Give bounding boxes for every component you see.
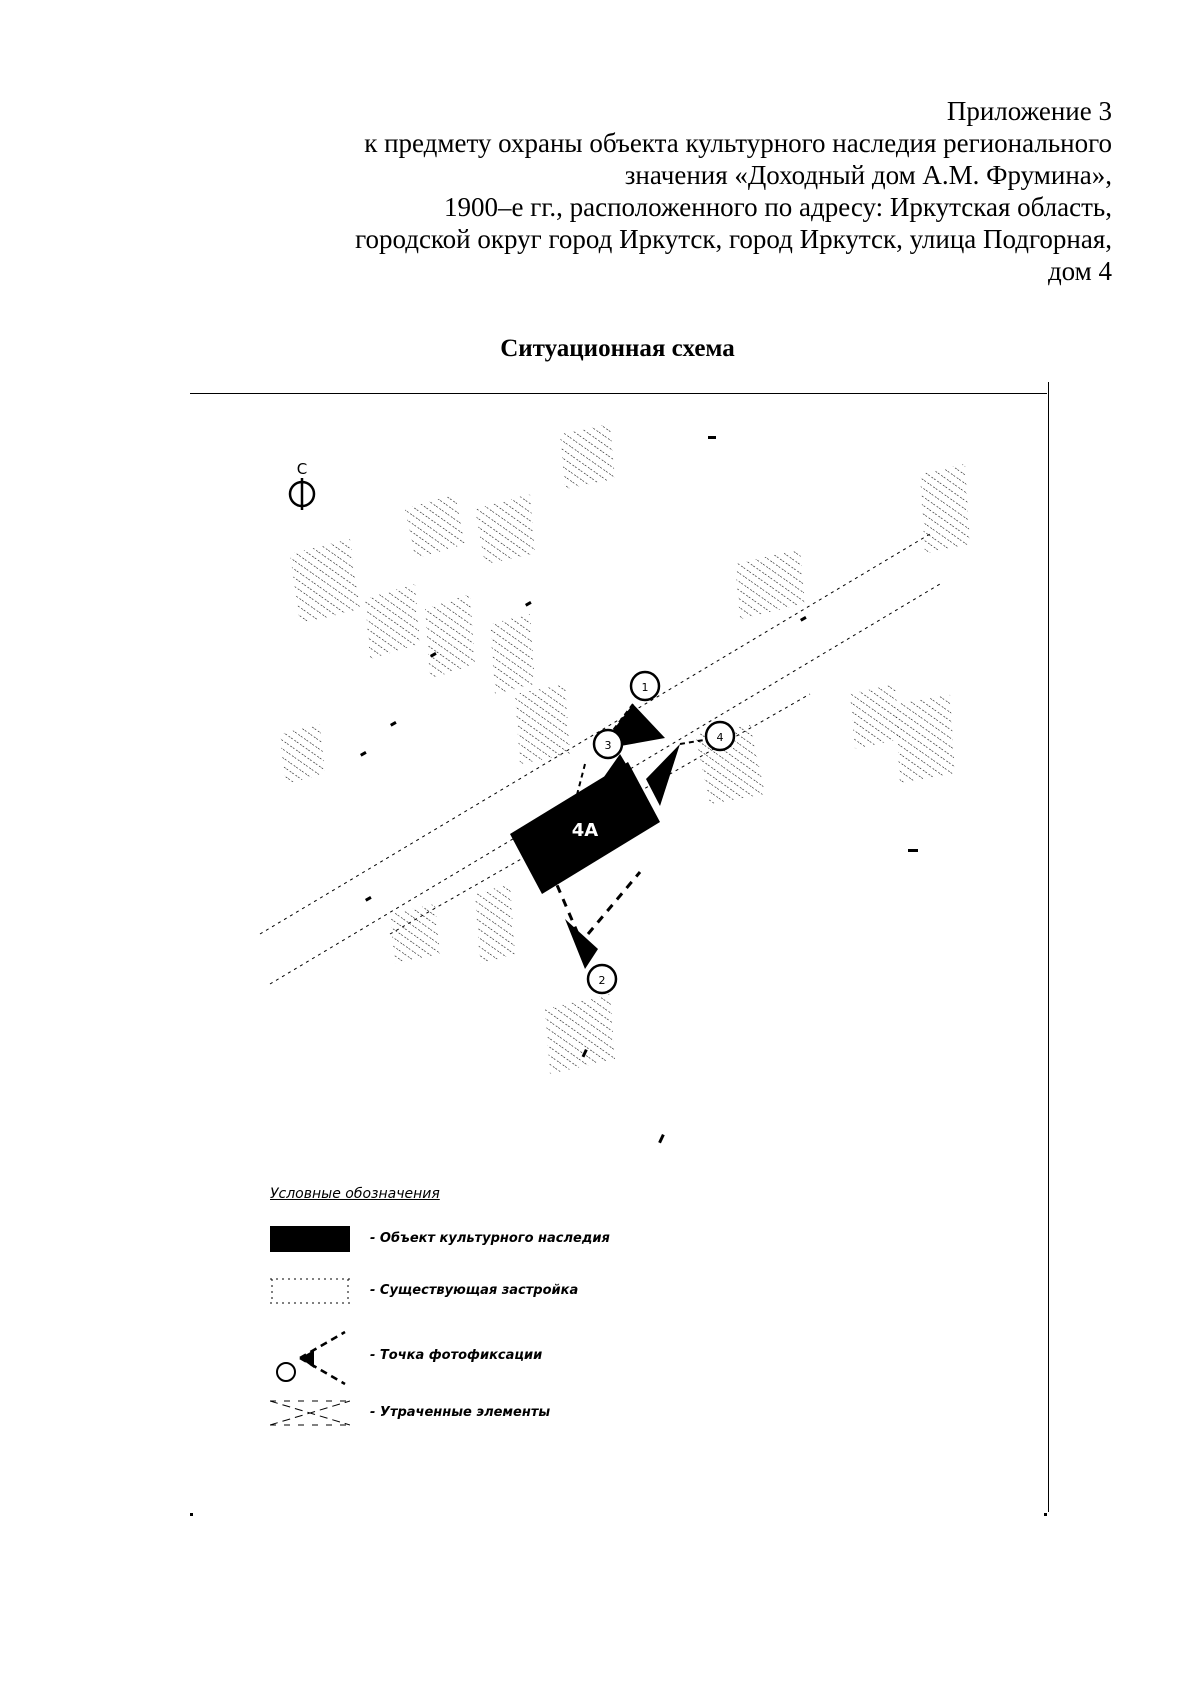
legend-item <box>270 1224 790 1276</box>
photo-point-number: 1 <box>641 681 649 694</box>
frame-right-border <box>1048 382 1049 1512</box>
page-title: Ситуационная схема <box>500 335 735 362</box>
compass-icon <box>290 460 314 510</box>
legend-item <box>270 1328 790 1398</box>
photo-point-number: 4 <box>716 731 724 744</box>
existing-buildings <box>280 424 970 1074</box>
street-lines <box>260 534 940 984</box>
legend-item-label: - Утраченные элементы <box>370 1405 551 1420</box>
header-line: городской округ город Иркутск, город Иркутск, улица Подгорная, <box>355 224 1112 254</box>
header-line: к предмету охраны объекта культурного наследия регионального <box>364 128 1112 158</box>
legend-item-label: - Объект культурного наследия <box>370 1231 610 1246</box>
header-line: Приложение 3 <box>946 96 1112 126</box>
header-line: значения «Доходный дом А.М. Фрумина», <box>624 160 1112 190</box>
photo-point-number: 2 <box>598 974 606 987</box>
photo-point-icon <box>270 1328 350 1388</box>
document-header <box>292 95 1112 287</box>
legend-title: Условные обозначения <box>270 1186 440 1202</box>
photo-point-number: 3 <box>604 739 612 752</box>
legend-item <box>270 1276 790 1328</box>
lost-elements-swatch <box>270 1398 350 1428</box>
legend-item-label: - Точка фотофиксации <box>370 1348 543 1363</box>
photo-point-icon <box>548 864 640 993</box>
north-label: С <box>296 460 308 478</box>
legend <box>270 1183 790 1450</box>
object-label: 4А <box>571 820 599 841</box>
legend-item-label: - Существующая застройка <box>370 1283 579 1298</box>
existing-building-swatch <box>270 1276 350 1306</box>
legend-item <box>270 1398 790 1450</box>
heritage-object-swatch <box>270 1226 350 1252</box>
header-line: дом 4 <box>1047 256 1112 286</box>
header-line: 1900–е гг., расположенного по адресу: Иркутская область, <box>444 192 1112 222</box>
